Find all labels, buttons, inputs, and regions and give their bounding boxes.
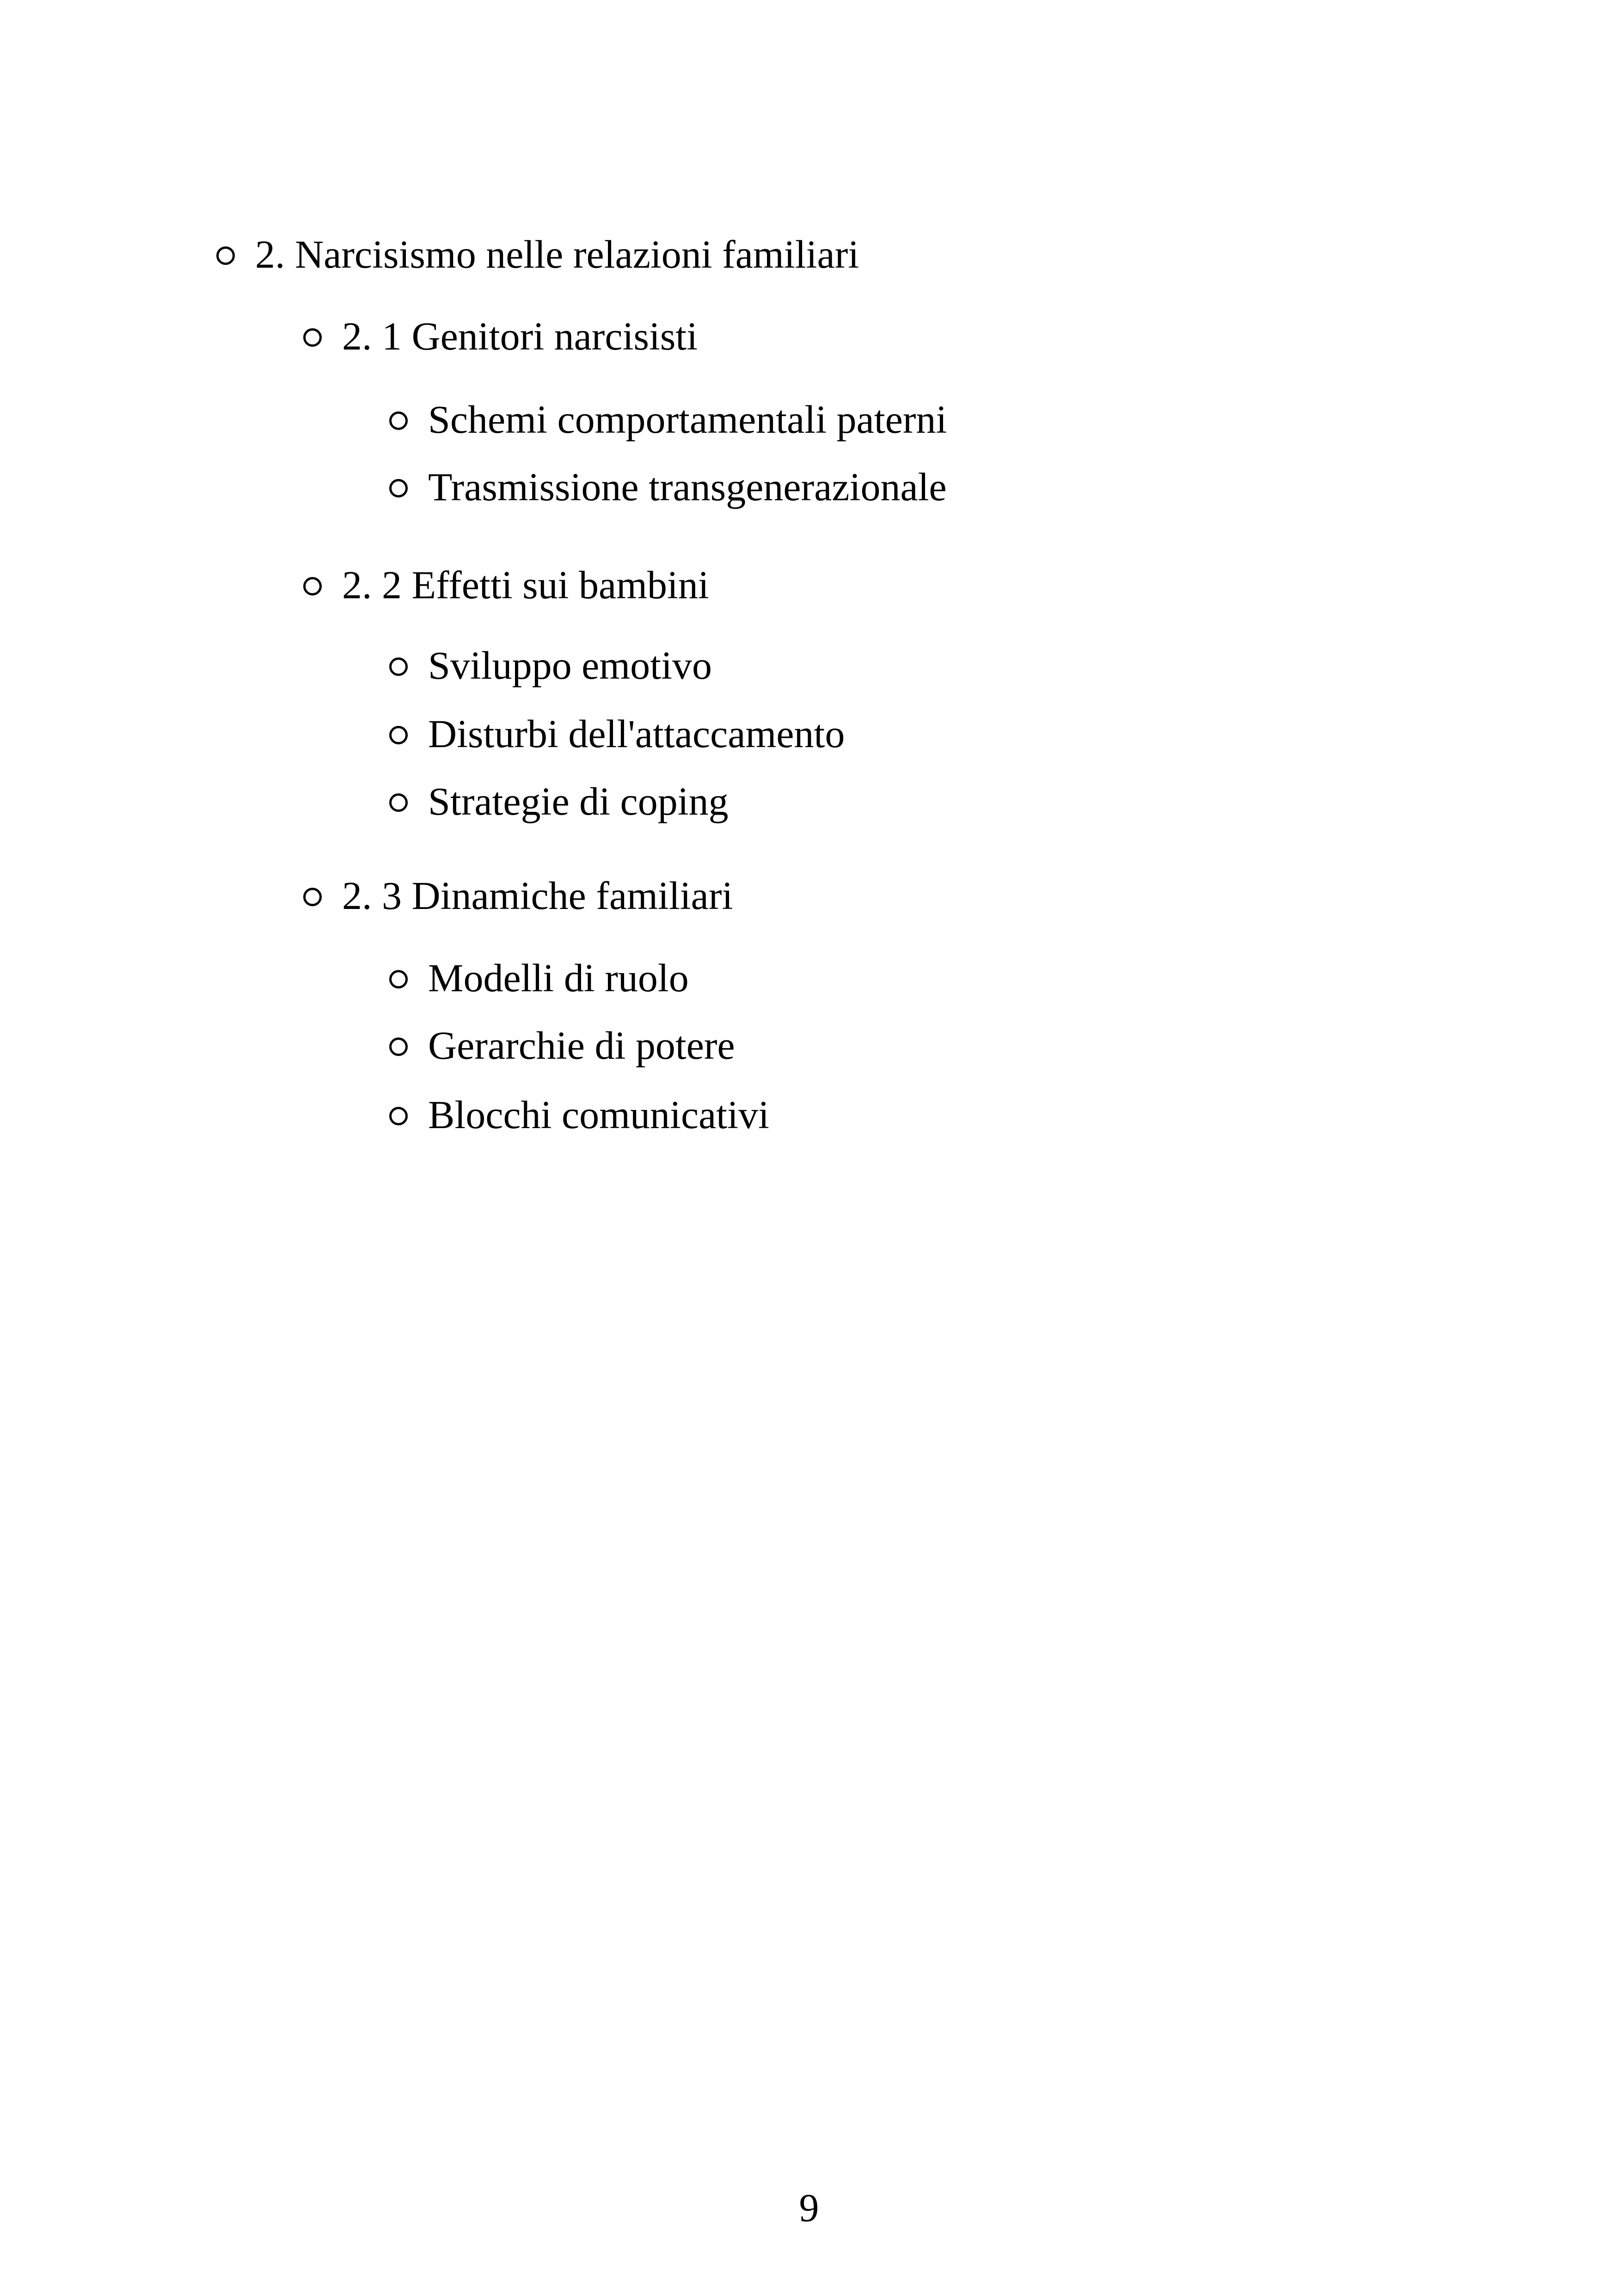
circle-bullet-icon (389, 657, 408, 676)
item-label: Trasmissione transgenerazionale (428, 465, 947, 509)
outline-item (389, 708, 845, 759)
circle-bullet-icon (389, 479, 408, 497)
circle-bullet-icon (389, 726, 408, 744)
circle-bullet-icon (216, 246, 235, 265)
circle-bullet-icon (303, 577, 322, 595)
section-title: 2. Narcisismo nelle relazioni familiari (255, 232, 859, 276)
outline-subsection (303, 870, 733, 921)
item-label: Blocchi comunicativi (428, 1093, 769, 1137)
outline-item (389, 1020, 735, 1071)
item-label: Sviluppo emotivo (428, 643, 712, 688)
item-label: Strategie di coping (428, 779, 729, 823)
item-label: Disturbi dell'attaccamento (428, 712, 845, 756)
outline-item (389, 640, 712, 691)
subsection-title: 2. 1 Genitori narcisisti (342, 314, 698, 358)
page-number: 9 (799, 2185, 819, 2230)
circle-bullet-icon (389, 1107, 408, 1125)
outline-item (389, 1089, 769, 1140)
circle-bullet-icon (389, 970, 408, 988)
circle-bullet-icon (303, 888, 322, 906)
item-label: Schemi comportamentali paterni (428, 397, 947, 442)
subsection-title: 2. 3 Dinamiche familiari (342, 873, 733, 918)
item-label: Modelli di ruolo (428, 956, 689, 1000)
circle-bullet-icon (389, 411, 408, 430)
outline-item (389, 394, 947, 445)
circle-bullet-icon (303, 328, 322, 347)
outline-subsection (303, 311, 698, 362)
outline-section (216, 229, 859, 280)
outline-item (389, 952, 689, 1003)
item-label: Gerarchie di potere (428, 1023, 735, 1068)
outline-item (389, 461, 947, 512)
circle-bullet-icon (389, 793, 408, 812)
circle-bullet-icon (389, 1037, 408, 1056)
outline-subsection (303, 559, 709, 610)
subsection-title: 2. 2 Effetti sui bambini (342, 563, 709, 607)
outline-item (389, 776, 729, 827)
